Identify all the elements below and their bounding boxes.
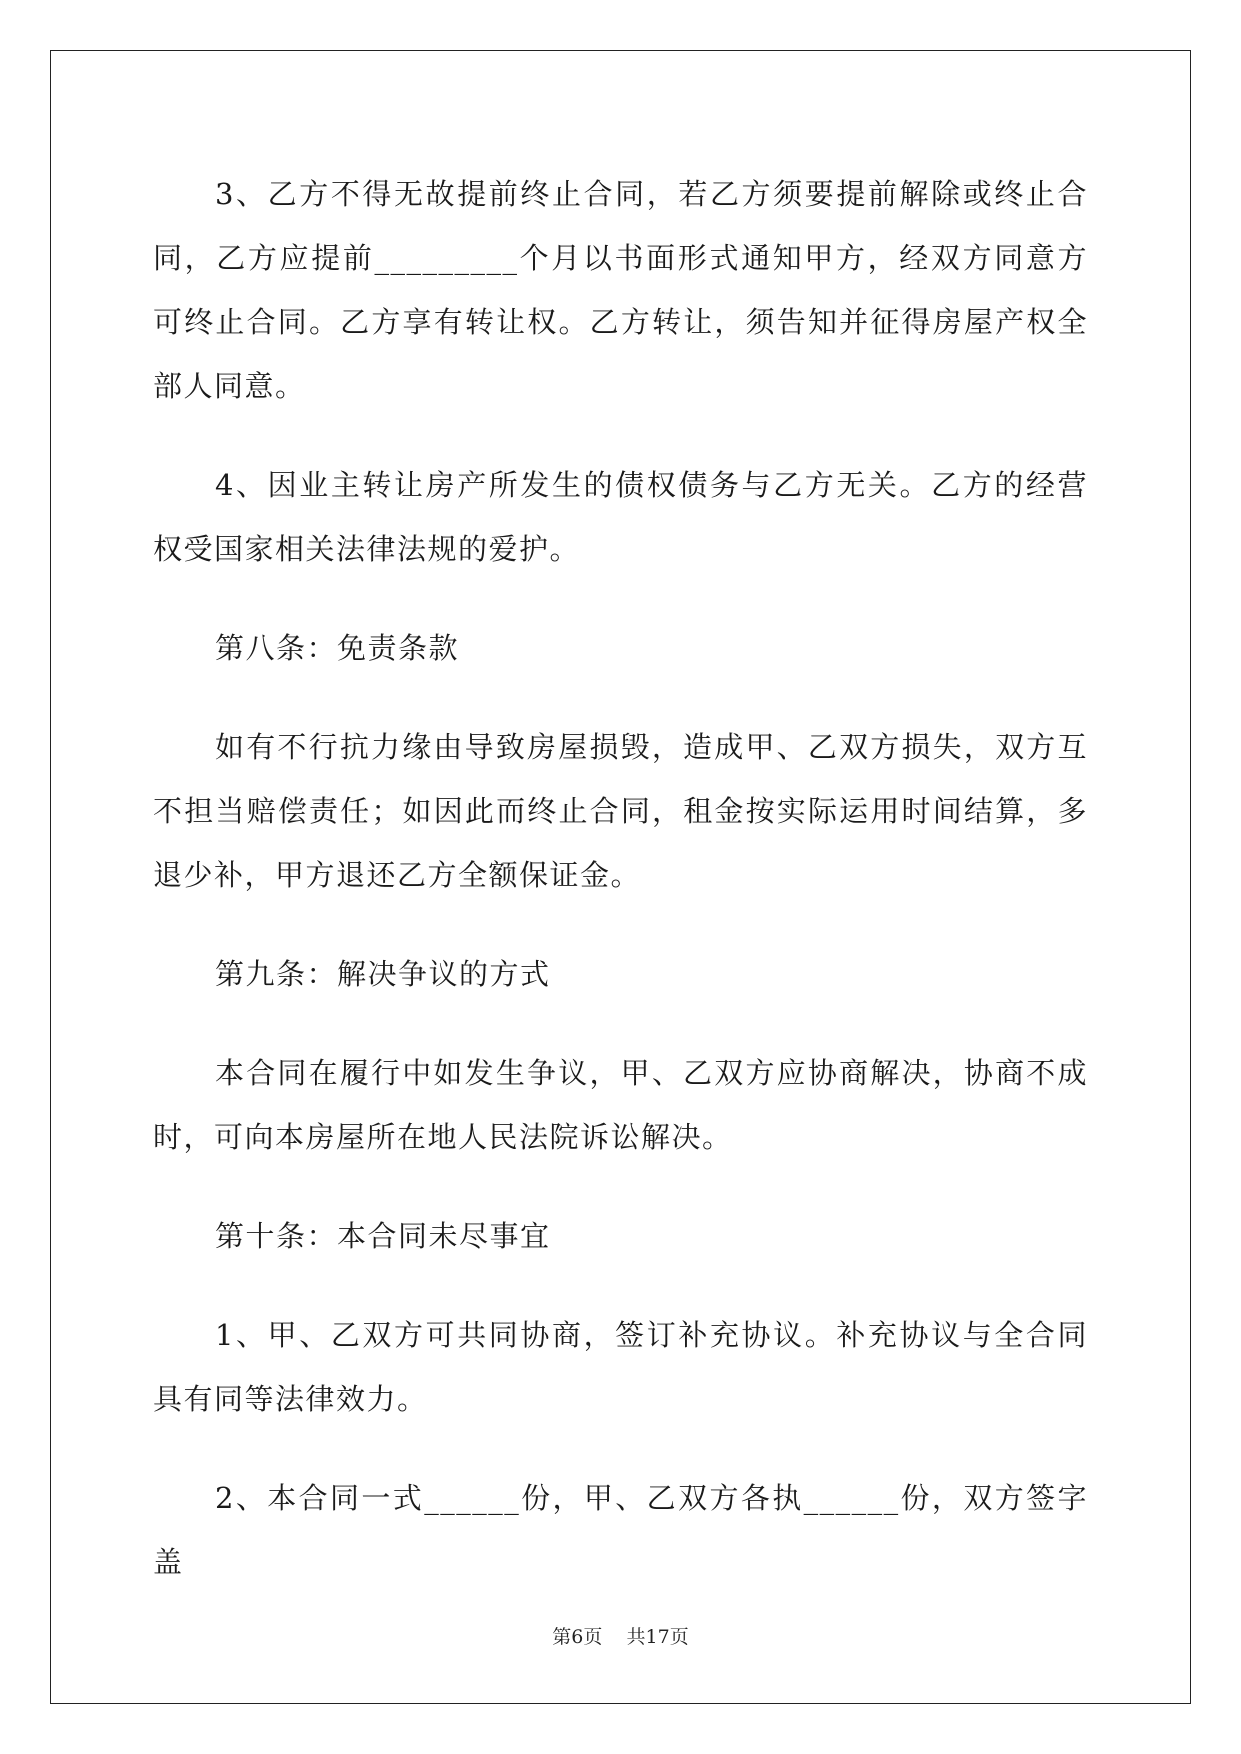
- page-number: 第6页: [552, 1626, 603, 1648]
- clause-paragraph: 2、本合同一式______份，甲、乙双方各执______份，双方签字盖: [153, 1481, 1088, 1579]
- article-heading: 第八条：免责条款: [215, 631, 460, 665]
- clause-paragraph: 1、甲、乙双方可共同协商，签订补充协议。补充协议与全合同具有同等法律效力。: [153, 1318, 1088, 1416]
- article-heading: 第九条：解决争议的方式: [215, 957, 551, 991]
- clause-paragraph: 本合同在履行中如发生争议，甲、乙双方应协商解决，协商不成时，可向本房屋所在地人民法院诉讼解决。: [153, 1056, 1088, 1154]
- document-body: [153, 162, 1088, 1629]
- clause-paragraph: 4、因业主转让房产所发生的债权债务与乙方无关。乙方的经营权受国家相关法律法规的爱护。: [153, 468, 1088, 566]
- article-heading: 第十条：本合同未尽事宜: [215, 1219, 551, 1253]
- clause-paragraph: 如有不行抗力缘由导致房屋损毁，造成甲、乙双方损失，双方互不担当赔偿责任；如因此而终止合同，租金按实际运用时间结算，多退少补，甲方退还乙方全额保证金。: [153, 730, 1088, 892]
- page-footer: [0, 1622, 1241, 1649]
- footer-spacer: [602, 1626, 626, 1648]
- clause-paragraph: 3、乙方不得无故提前终止合同，若乙方须要提前解除或终止合同，乙方应提前_________个月以书面形式通知甲方，经双方同意方可终止合同。乙方享有转让权。乙方转让，须告知并征得房屋产权全部人同意。: [153, 177, 1088, 403]
- page-total: 共17页: [626, 1626, 689, 1648]
